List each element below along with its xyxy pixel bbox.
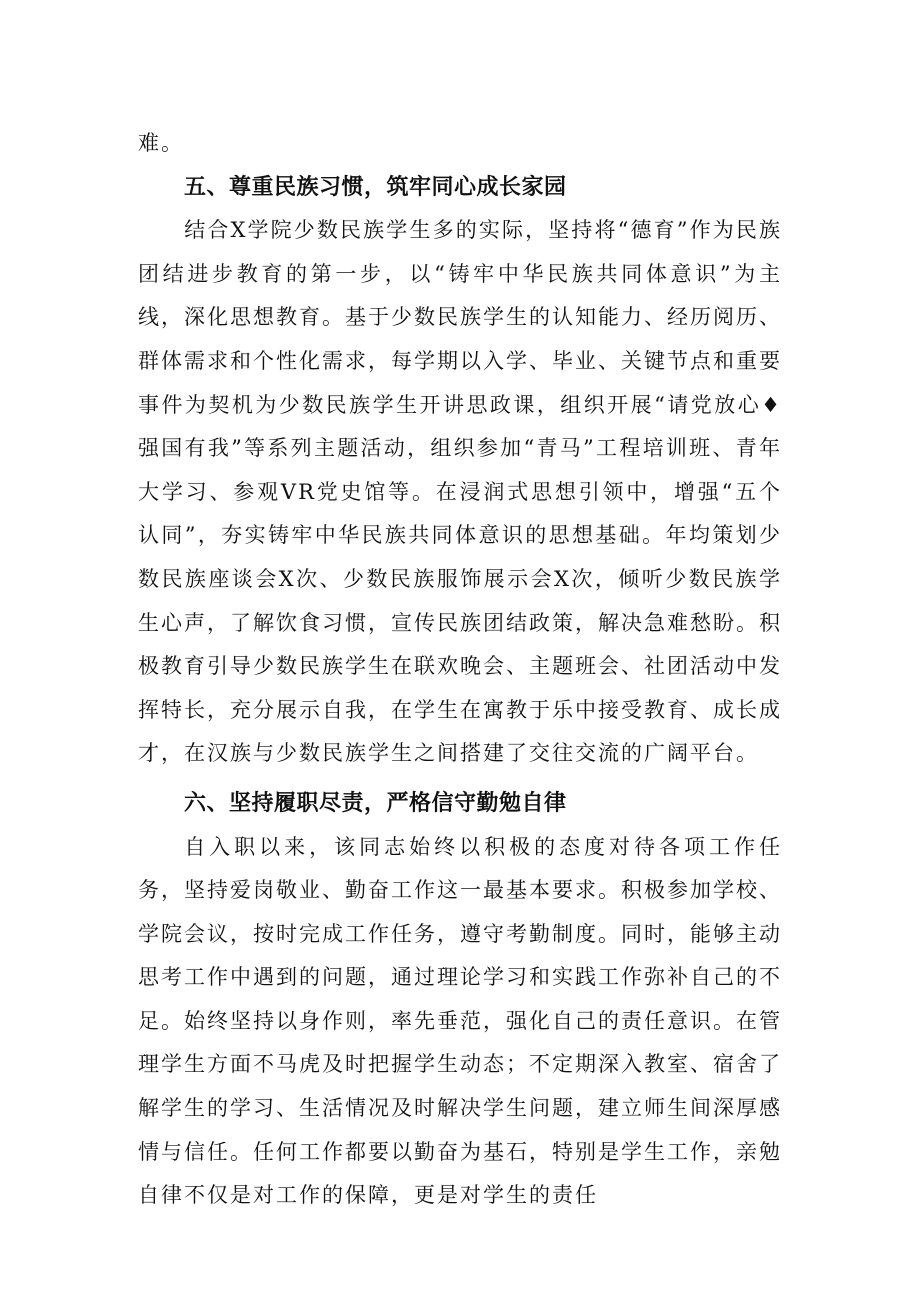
section-heading-6: 六、坚持履职尽责，严格信守勤勉自律 — [184, 790, 567, 816]
document-body — [138, 122, 782, 1218]
section-body-6: 自入职以来，该同志始终以积极的态度对待各项工作任务，坚持爱岗敬业、勤奋工作这一最基本要求。积极参加学校、学院会议，按时完成工作任务，遵守考勤制度。同时，能够主动思考工作中遇到的问题，通过理论学习和实践工作弥补自己的不足。始终坚持以身作则，率先垂范，强化自己的责任意识。在管理学生方面不马虎及时把握学生动态；不定期深入教室、宿舍了解学生的学习、生活情况及时解决学生问题，建立师生间深厚感情与信任。任何工作都要以勤奋为基石，特别是学生工作，亲勉自律不仅是对工作的保障，更是对学生的责任 — [138, 834, 782, 1208]
section-heading-5: 五、尊重民族习惯，筑牢同心成长家园 — [184, 174, 567, 200]
section-body-5: 结合X学院少数民族学生多的实际，坚持将“德育”作为民族团结进步教育的第一步，以“铸牢中华民族共同体意识”为主线，深化思想教育。基于少数民族学生的认知能力、经历阅历、群体需求和个性化需求，每学期以入学、毕业、关键节点和重要事件为契机为少数民族学生开讲思政课，组织开展“请党放心♦强国有我”等系列主题活动，组织参加“青马”工程培训班、青年大学习、参观VR党史馆等。在浸润式思想引领中，增强“五个认同”，夯实铸牢中华民族共同体意识的思想基础。年均策划少数民族座谈会X次、少数民族服饰展示会X次，倾听少数民族学生心声，了解饮食习惯，宣传民族团结政策，解决急难愁盼。积极教育引导少数民族学生在联欢晚会、主题班会、社团活动中发挥特长，充分展示自我，在学生在寓教于乐中接受教育、成长成才，在汉族与少数民族学生之间搭建了交往交流的广阔平台。 — [138, 218, 782, 766]
opening-fragment: 难。 — [138, 131, 184, 155]
